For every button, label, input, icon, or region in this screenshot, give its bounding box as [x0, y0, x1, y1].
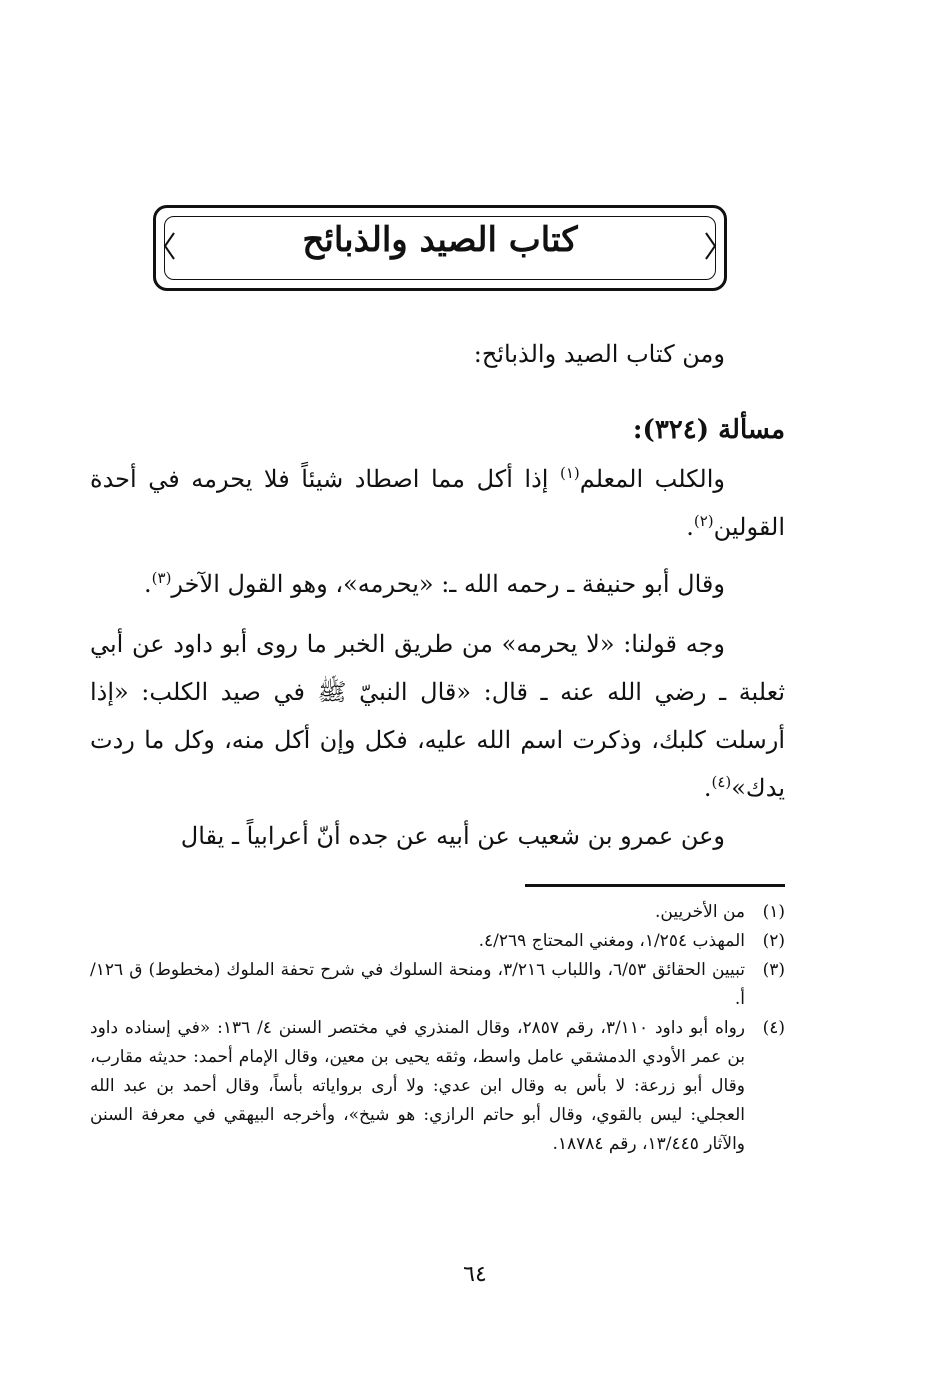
paragraph-3-text-b: . [703, 774, 712, 802]
paragraph-1-text-c: . [686, 513, 694, 541]
paragraph-2-text-a: وقال أبو حنيفة ـ رحمه الله ـ: «يحرمه»، وهو القول الآخر [171, 570, 725, 598]
footnote-separator [525, 884, 785, 887]
page-number: ٦٤ [463, 1262, 487, 1287]
footnotes [90, 898, 785, 1159]
paragraph-1 [90, 455, 785, 551]
footnote-text: من الأخريين. [655, 902, 745, 922]
footnote-number: (٤) [762, 1018, 785, 1038]
intro-line: ومن كتاب الصيد والذبائح: [473, 340, 725, 368]
chapter-title-frame [153, 205, 727, 291]
footnote-2 [90, 927, 785, 956]
paragraph-1-text-a: والكلب المعلم [579, 465, 725, 493]
footnote-text: رواه أبو داود ٣/١١٠، رقم ٢٨٥٧، وقال المنذري في مختصر السنن ٤/ ١٣٦: «في إسناده داود بن عمر الأودي الدمشقي عامل واسط، وثقه يحيى بن معين، وقال الإمام أحمد: حديثه مقارب، وقال أبو زرعة: لا بأس به وقال ابن عدي: ولا أرى برواياته بأساً، وقال أحمد بن عبد الله العجلي: ليس بالقوي، وقال أبو حاتم الرازي: هو شيخ»، وأخرجه البيهقي في معرفة السنن والآثار ١٣/٤٤٥، رقم ١٨٧٨٤. [90, 1018, 745, 1154]
footnote-number: (١) [762, 902, 785, 922]
paragraph-3 [90, 620, 785, 812]
issue-heading: مسألة (٣٢٤): [632, 415, 785, 445]
paragraph-2-text-b: . [144, 570, 152, 598]
paragraph-1-text-b: إذا أكل مما اصطاد شيئاً فلا يحرمه في أحدة القولين [90, 465, 785, 541]
footnote-3 [90, 956, 785, 1014]
footnote-4 [90, 1014, 785, 1159]
footnote-1 [90, 898, 785, 927]
footnote-text: المهذب ١/٢٥٤، ومغني المحتاج ٤/٢٦٩. [478, 931, 745, 951]
paragraph-2 [90, 560, 785, 608]
paragraph-3-text-a: وجه قولنا: «لا يحرمه» من طريق الخبر ما روى أبو داود عن أبي ثعلبة ـ رضي الله عنه ـ قال: «قال النبيّ ﷺ في صيد الكلب: «إذا أرسلت كلبك، وذكرت اسم الله عليه، فكل وإن أكل منه، وكل ما ردت يدك» [90, 630, 786, 802]
footnote-ref-1: (١) [559, 464, 580, 482]
paragraph-4-text: وعن عمرو بن شعيب عن أبيه عن جده أنّ أعرابياً ـ يقال [180, 822, 725, 850]
footnote-number: (٢) [762, 931, 785, 951]
chapter-title: كتاب الصيد والذبائح [302, 220, 578, 260]
footnote-number: (٣) [762, 960, 785, 980]
footnote-text: تبيين الحقائق ٦/٥٣، واللباب ٣/٢١٦، ومنحة السلوك في شرح تحفة الملوك (مخطوط) ق ١٢٦/ أ. [90, 960, 746, 1009]
footnote-ref-4: (٤) [711, 773, 732, 791]
footnote-ref-3: (٣) [151, 569, 172, 587]
footnote-ref-2: (٢) [693, 512, 714, 530]
paragraph-4 [90, 812, 785, 860]
